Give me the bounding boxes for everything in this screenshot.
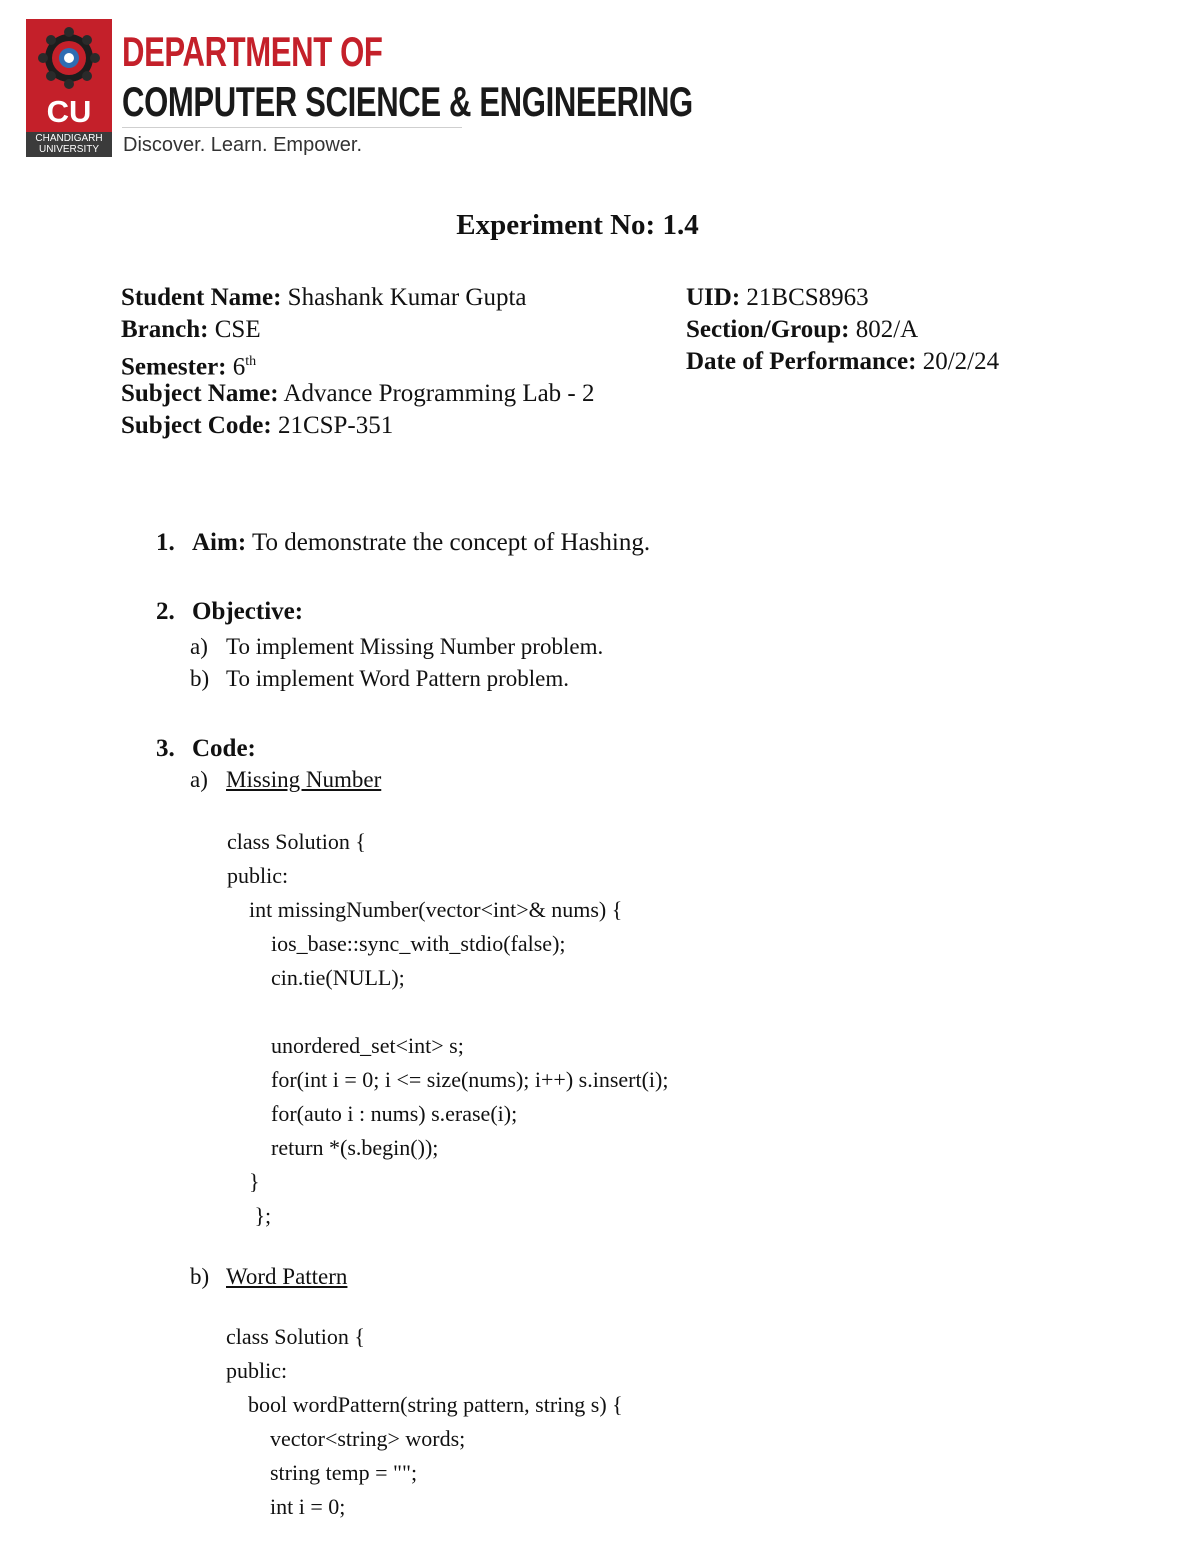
code-line: public: xyxy=(227,863,289,888)
student-name-row: Student Name: Shashank Kumar Gupta xyxy=(121,284,527,311)
code-line: public: xyxy=(226,1358,288,1383)
code-block-word-pattern xyxy=(226,1320,623,1524)
department-title-line2: COMPUTER SCIENCE & ENGINEERING xyxy=(122,78,693,125)
branch-row: Branch: CSE xyxy=(121,316,261,343)
header-divider xyxy=(122,127,462,128)
experiment-title: Experiment No: 1.4 xyxy=(456,209,699,241)
code-line: int missingNumber(vector<int>& nums) { xyxy=(227,897,623,922)
subject-code-row: Subject Code: 21CSP-351 xyxy=(121,412,394,439)
university-logo xyxy=(26,19,112,156)
code-line: class Solution { xyxy=(227,829,366,854)
aim-section: 1. Aim: To demonstrate the concept of Hashing. xyxy=(156,529,651,556)
date-row: Date of Performance: 20/2/24 xyxy=(686,348,1000,375)
code-heading: 3. Code: xyxy=(156,735,256,762)
code-line: ios_base::sync_with_stdio(false); xyxy=(227,931,566,956)
student-info-left xyxy=(121,282,595,442)
uid-row: UID: 21BCS8963 xyxy=(686,284,869,311)
code-line: unordered_set<int> s; xyxy=(227,1033,464,1058)
cu-emblem-icon xyxy=(34,23,104,93)
objective-item: a) To implement Missing Number problem. xyxy=(190,634,604,659)
student-info-right xyxy=(686,282,999,378)
code-block-missing-number xyxy=(227,825,668,1233)
code-line: for(int i = 0; i <= size(nums); i++) s.insert(i); xyxy=(227,1067,669,1092)
code-line: vector<string> words; xyxy=(226,1426,466,1451)
code-line: } xyxy=(227,1169,260,1194)
code-line: int i = 0; xyxy=(226,1494,346,1519)
code-line: }; xyxy=(227,1203,272,1228)
code-line: for(auto i : nums) s.erase(i); xyxy=(227,1101,518,1126)
semester-row: Semester: 6th xyxy=(121,353,257,381)
code-line: string temp = ""; xyxy=(226,1460,418,1485)
code-line: cin.tie(NULL); xyxy=(227,965,405,990)
department-title-line1: DEPARTMENT OF xyxy=(122,28,383,75)
code-line: bool wordPattern(string pattern, string s) { xyxy=(226,1392,623,1417)
objective-heading: 2. Objective: xyxy=(156,598,304,625)
code-part-a-title: a) Missing Number xyxy=(190,767,382,792)
code-line: return *(s.begin()); xyxy=(227,1135,439,1160)
tagline: Discover. Learn. Empower. xyxy=(123,134,362,156)
code-line xyxy=(227,995,668,1029)
logo-abbreviation: CU xyxy=(46,94,92,129)
subject-name-row: Subject Name: Advance Programming Lab - 2 xyxy=(121,380,595,407)
code-line: class Solution { xyxy=(226,1324,365,1349)
section-row: Section/Group: 802/A xyxy=(686,316,919,343)
objective-item: b) To implement Word Pattern problem. xyxy=(190,666,569,691)
logo-university-name: CHANDIGARH UNIVERSITY xyxy=(26,132,112,157)
code-part-b-title: b) Word Pattern xyxy=(190,1264,348,1289)
